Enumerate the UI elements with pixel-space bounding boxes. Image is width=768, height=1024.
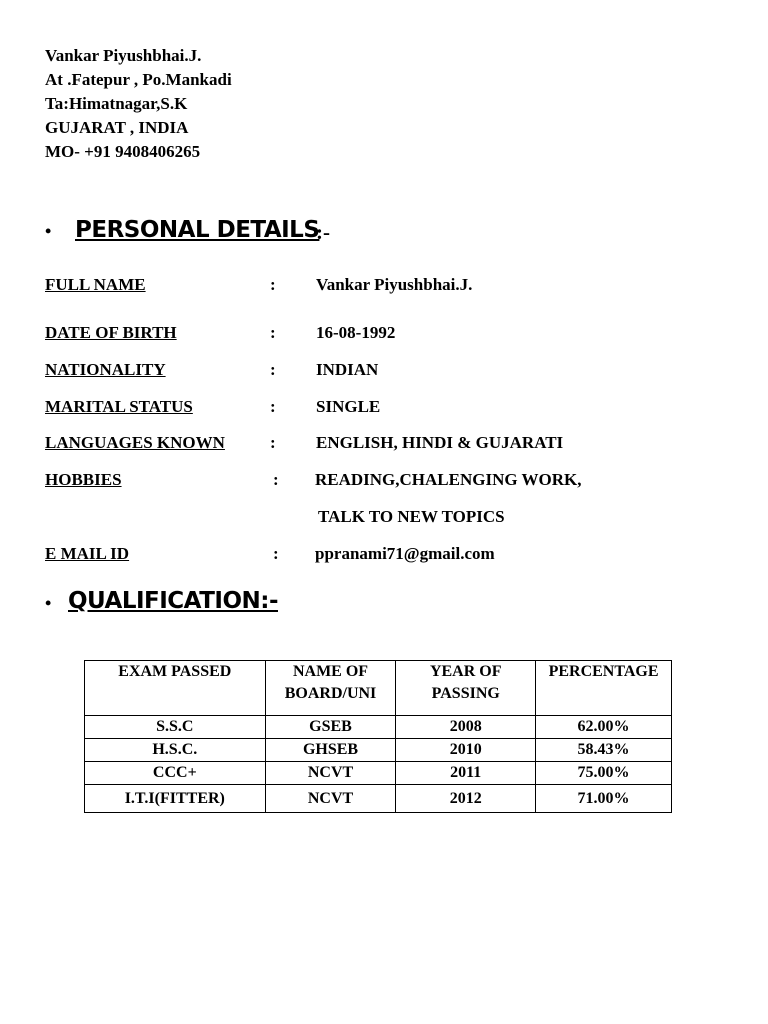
field-label-email: E MAIL ID — [45, 544, 130, 563]
field-value-hobbies: READING,CHALENGING WORK, — [315, 470, 582, 489]
personal-details-heading: PERSONAL DETAILS — [75, 217, 320, 243]
field-value-date-of-birth: 16-08-1992 — [316, 323, 396, 342]
cell-board: GHSEB — [265, 739, 396, 762]
cell-exam: CCC+ — [85, 762, 266, 785]
cell-board: NCVT — [265, 762, 396, 785]
field-colon: : — [270, 360, 276, 379]
address-line-name: Vankar Piyushbhai.J. — [45, 46, 202, 65]
table-row — [85, 785, 672, 813]
field-colon: : — [270, 275, 276, 294]
header-year-line1: YEAR OF — [429, 663, 502, 680]
cell-board: GSEB — [265, 716, 396, 739]
cell-year: 2008 — [396, 716, 536, 739]
header-percentage-text: PERCENTAGE — [548, 663, 659, 680]
personal-details-separator: :- — [316, 220, 330, 244]
header-percentage — [536, 661, 672, 716]
field-label-marital-status: MARITAL STATUS — [45, 397, 193, 416]
address-line-taluka: Ta:Himatnagar,S.K — [45, 94, 188, 113]
header-year — [396, 661, 536, 716]
cell-exam: H.S.C. — [85, 739, 266, 762]
header-year-line2: PASSING — [431, 685, 500, 702]
cell-year: 2011 — [396, 762, 536, 785]
address-block — [45, 44, 232, 164]
cell-percentage: 62.00% — [536, 716, 672, 739]
header-board-line1: NAME OF — [292, 663, 369, 680]
field-label-languages-known: LANGUAGES KNOWN — [45, 433, 225, 452]
field-label-hobbies: HOBBIES — [45, 470, 122, 489]
table-row — [85, 739, 672, 762]
field-value-nationality: INDIAN — [316, 360, 379, 379]
field-label-date-of-birth: DATE OF BIRTH — [45, 323, 177, 342]
field-colon: : — [273, 544, 279, 563]
header-exam-passed-text: EXAM PASSED — [118, 663, 232, 680]
cell-exam: S.S.C — [85, 716, 266, 739]
bullet-icon: • — [45, 221, 52, 241]
field-value-full-name: Vankar Piyushbhai.J. — [316, 275, 473, 294]
cell-percentage: 71.00% — [536, 785, 672, 813]
cell-percentage: 58.43% — [536, 739, 672, 762]
qualification-heading: QUALIFICATION:- — [68, 588, 278, 614]
table-header-row — [85, 661, 672, 716]
table-row — [85, 762, 672, 785]
field-colon: : — [273, 470, 279, 489]
field-value-marital-status: SINGLE — [316, 397, 381, 416]
table-row — [85, 716, 672, 739]
field-value-languages-known: ENGLISH, HINDI & GUJARATI — [316, 433, 564, 452]
address-line-village: At .Fatepur , Po.Mankadi — [45, 70, 232, 89]
address-line-mobile: MO- +91 9408406265 — [45, 142, 201, 161]
field-value-hobbies-continued: TALK TO NEW TOPICS — [318, 507, 505, 526]
header-board-line2: BOARD/UNI — [284, 685, 377, 702]
field-colon: : — [270, 397, 276, 416]
field-label-full-name: FULL NAME — [45, 275, 146, 294]
field-value-email: ppranami71@gmail.com — [315, 544, 495, 563]
field-colon: : — [270, 323, 276, 342]
cell-year: 2012 — [396, 785, 536, 813]
address-line-state: GUJARAT , INDIA — [45, 118, 189, 137]
field-label-nationality: NATIONALITY — [45, 360, 166, 379]
header-board — [265, 661, 396, 716]
field-colon: : — [270, 433, 276, 452]
cell-exam: I.T.I(FITTER) — [85, 785, 266, 813]
cell-percentage: 75.00% — [536, 762, 672, 785]
bullet-icon: • — [45, 593, 52, 613]
cell-year: 2010 — [396, 739, 536, 762]
qualification-table — [84, 660, 672, 813]
cell-board: NCVT — [265, 785, 396, 813]
header-exam-passed — [85, 661, 266, 716]
